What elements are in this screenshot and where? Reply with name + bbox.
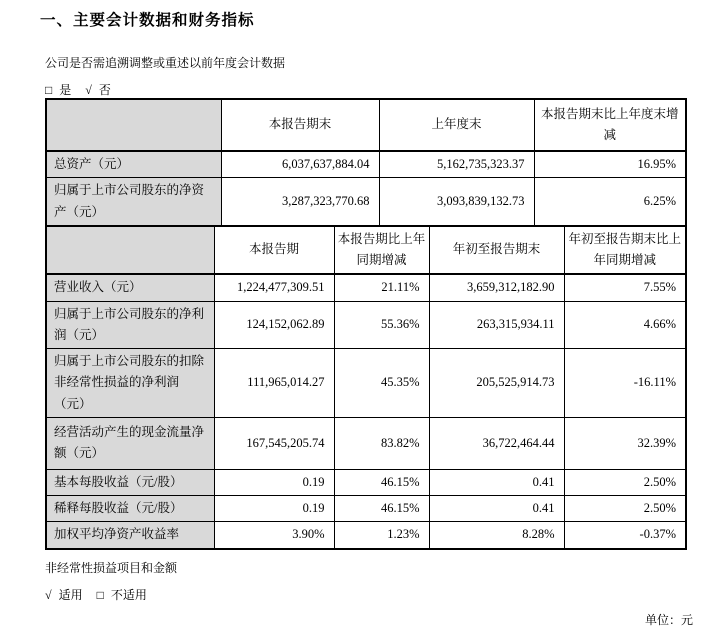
cell-value: 7.55% <box>564 274 686 301</box>
cell-value: 0.19 <box>214 469 334 495</box>
cell-value: 8.28% <box>429 522 564 549</box>
row-label: 总资产（元） <box>46 151 221 178</box>
cell-value: 55.36% <box>334 301 429 349</box>
row-label: 营业收入（元） <box>46 274 214 301</box>
option-no-label: 否 <box>98 83 111 97</box>
cell-value: 3,287,323,770.68 <box>221 178 379 226</box>
reporting-period-metrics-table <box>45 225 687 550</box>
col-header-change-vs-same-period: 本报告期比上年同期增减 <box>334 226 429 275</box>
table-header-row <box>46 226 686 275</box>
applicable-label: 适用 <box>58 587 83 602</box>
row-label: 归属于上市公司股东的净利润（元） <box>46 301 214 349</box>
cell-value: 3,093,839,132.73 <box>379 178 534 226</box>
restatement-options <box>45 81 706 98</box>
cell-value: 16.95% <box>534 151 686 178</box>
cell-value: 167,545,205.74 <box>214 417 334 469</box>
cell-value: 2.50% <box>564 469 686 495</box>
row-label: 稀释每股收益（元/股） <box>46 496 214 522</box>
cell-value: -16.11% <box>564 349 686 418</box>
checkbox-unchecked-icon: □ <box>96 587 104 602</box>
unit-label: 单位：元 <box>644 612 693 627</box>
row-label: 归属于上市公司股东的扣除非经常性损益的净利润（元） <box>46 349 214 418</box>
col-header-year-to-date: 年初至报告期末 <box>429 226 564 275</box>
section-title: 一、主要会计数据和财务指标 <box>40 12 255 29</box>
cell-value: 0.41 <box>429 469 564 495</box>
col-header-ytd-change-vs-same-period: 年初至报告期末比上年同期增减 <box>564 226 686 275</box>
table-row-diluted-eps <box>46 496 686 522</box>
applicability-options <box>45 586 706 603</box>
row-label: 加权平均净资产收益率 <box>46 522 214 549</box>
corner-cell <box>46 226 214 275</box>
checkbox-unchecked-icon: □ <box>45 83 53 97</box>
col-header-current-period-end: 本报告期末 <box>221 99 379 151</box>
row-label: 归属于上市公司股东的净资产（元） <box>46 178 221 226</box>
cell-value: 46.15% <box>334 496 429 522</box>
table-row-net-profit <box>46 301 686 349</box>
period-end-metrics-table <box>45 98 687 227</box>
row-label: 经营活动产生的现金流量净额（元） <box>46 417 214 469</box>
cell-value: 263,315,934.11 <box>429 301 564 349</box>
table-row-operating-revenue <box>46 274 686 301</box>
row-label: 基本每股收益（元/股） <box>46 469 214 495</box>
cell-value: 124,152,062.89 <box>214 301 334 349</box>
cell-value: 3.90% <box>214 522 334 549</box>
cell-value: 32.39% <box>564 417 686 469</box>
table-row-net-profit-excl-nonrecurring <box>46 349 686 418</box>
cell-value: -0.37% <box>564 522 686 549</box>
col-header-change-vs-prior-year-end: 本报告期末比上年度末增减 <box>534 99 686 151</box>
check-icon: √ <box>85 83 92 97</box>
cell-value: 46.15% <box>334 469 429 495</box>
cell-value: 0.41 <box>429 496 564 522</box>
cell-value: 205,525,914.73 <box>429 349 564 418</box>
cell-value: 5,162,735,323.37 <box>379 151 534 178</box>
table-row-total-assets <box>46 151 686 178</box>
cell-value: 83.82% <box>334 417 429 469</box>
col-header-prior-year-end: 上年度末 <box>379 99 534 151</box>
cell-value: 21.11% <box>334 274 429 301</box>
table-header-row <box>46 99 686 151</box>
cell-value: 0.19 <box>214 496 334 522</box>
cell-value: 2.50% <box>564 496 686 522</box>
table-row-weighted-avg-roe <box>46 522 686 549</box>
check-icon: √ <box>45 587 52 602</box>
option-yes-label: 是 <box>59 83 72 97</box>
cell-value: 36,722,464.44 <box>429 417 564 469</box>
table-row-net-assets <box>46 178 686 226</box>
cell-value: 111,965,014.27 <box>214 349 334 418</box>
cell-value: 3,659,312,182.90 <box>429 274 564 301</box>
cell-value: 6.25% <box>534 178 686 226</box>
cell-value: 6,037,637,884.04 <box>221 151 379 178</box>
col-header-current-period: 本报告期 <box>214 226 334 275</box>
table-row-basic-eps <box>46 469 686 495</box>
cell-value: 4.66% <box>564 301 686 349</box>
corner-cell <box>46 99 221 151</box>
nonrecurring-items-note: 非经常性损益项目和金额 <box>45 560 178 575</box>
table-row-operating-cash-flow <box>46 417 686 469</box>
restatement-question: 公司是否需追溯调整或重述以前年度会计数据 <box>45 56 286 70</box>
cell-value: 1.23% <box>334 522 429 549</box>
cell-value: 45.35% <box>334 349 429 418</box>
not-applicable-label: 不适用 <box>110 587 147 602</box>
cell-value: 1,224,477,309.51 <box>214 274 334 301</box>
